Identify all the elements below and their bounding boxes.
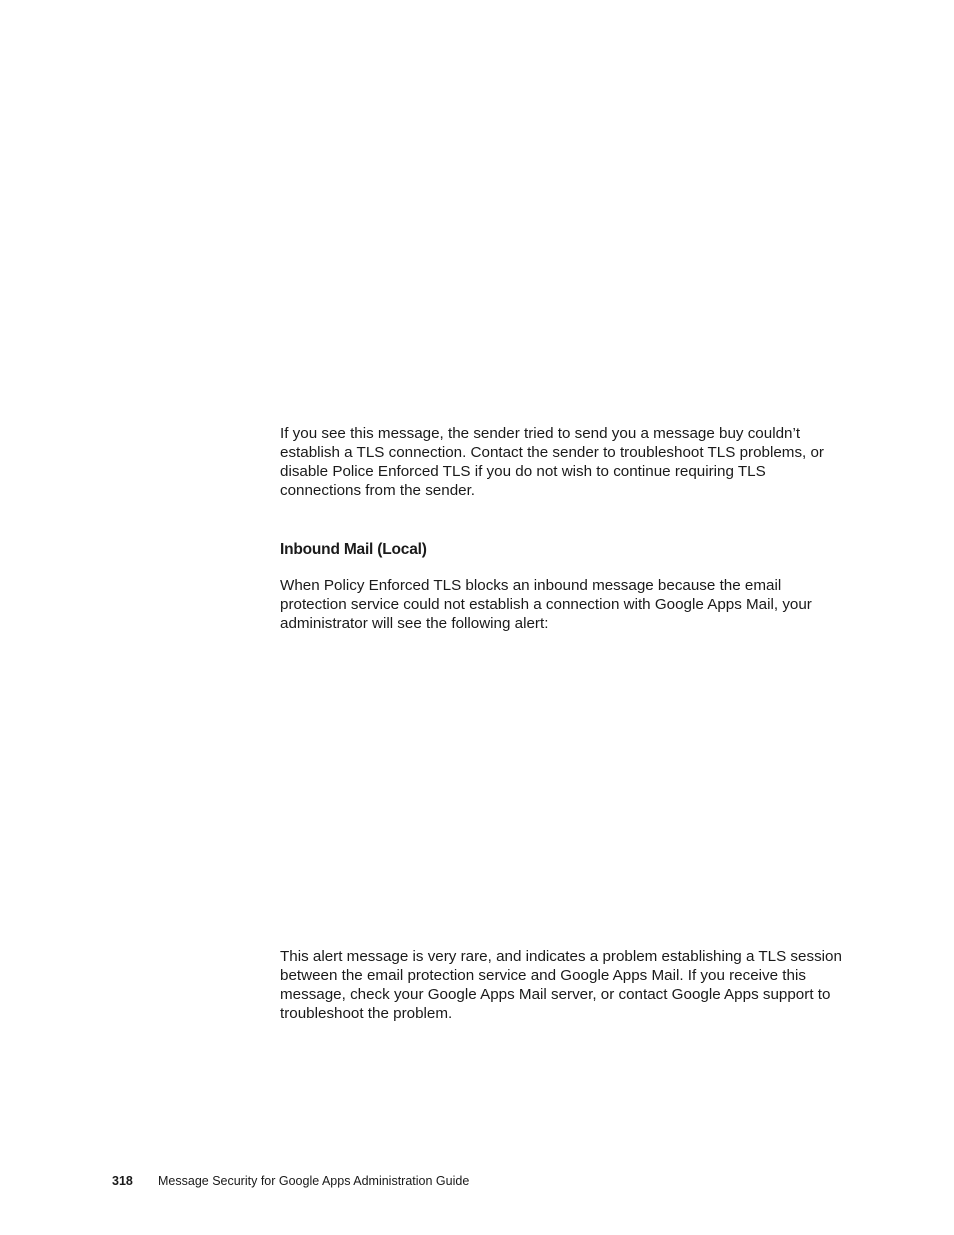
footer-document-title: Message Security for Google Apps Administration Guide [158, 1174, 470, 1188]
body-paragraph-alert-rare: This alert message is very rare, and indicates a problem establishing a TLS session between the email protection service and Google Apps Mail. If you receive this message, check your Google Apps Mail server, or contact Google Apps support to troubleshoot the problem. [280, 948, 842, 1022]
section-heading-inbound-mail-local: Inbound Mail (Local) [280, 541, 427, 558]
body-paragraph-inbound-alert: When Policy Enforced TLS blocks an inbound message because the email protection service could not establish a connection with Google Apps Mail, your administrator will see the following alert: [280, 577, 812, 632]
page-footer [112, 1173, 469, 1189]
body-paragraph-tls-sender: If you see this message, the sender tried to send you a message buy couldn’t establish a TLS connection. Contact the sender to troubleshoot TLS problems, or disable Police Enforced TLS if you do not wish to continue requiring TLS connections from the sender. [280, 425, 824, 499]
page-number: 318 [112, 1174, 133, 1188]
